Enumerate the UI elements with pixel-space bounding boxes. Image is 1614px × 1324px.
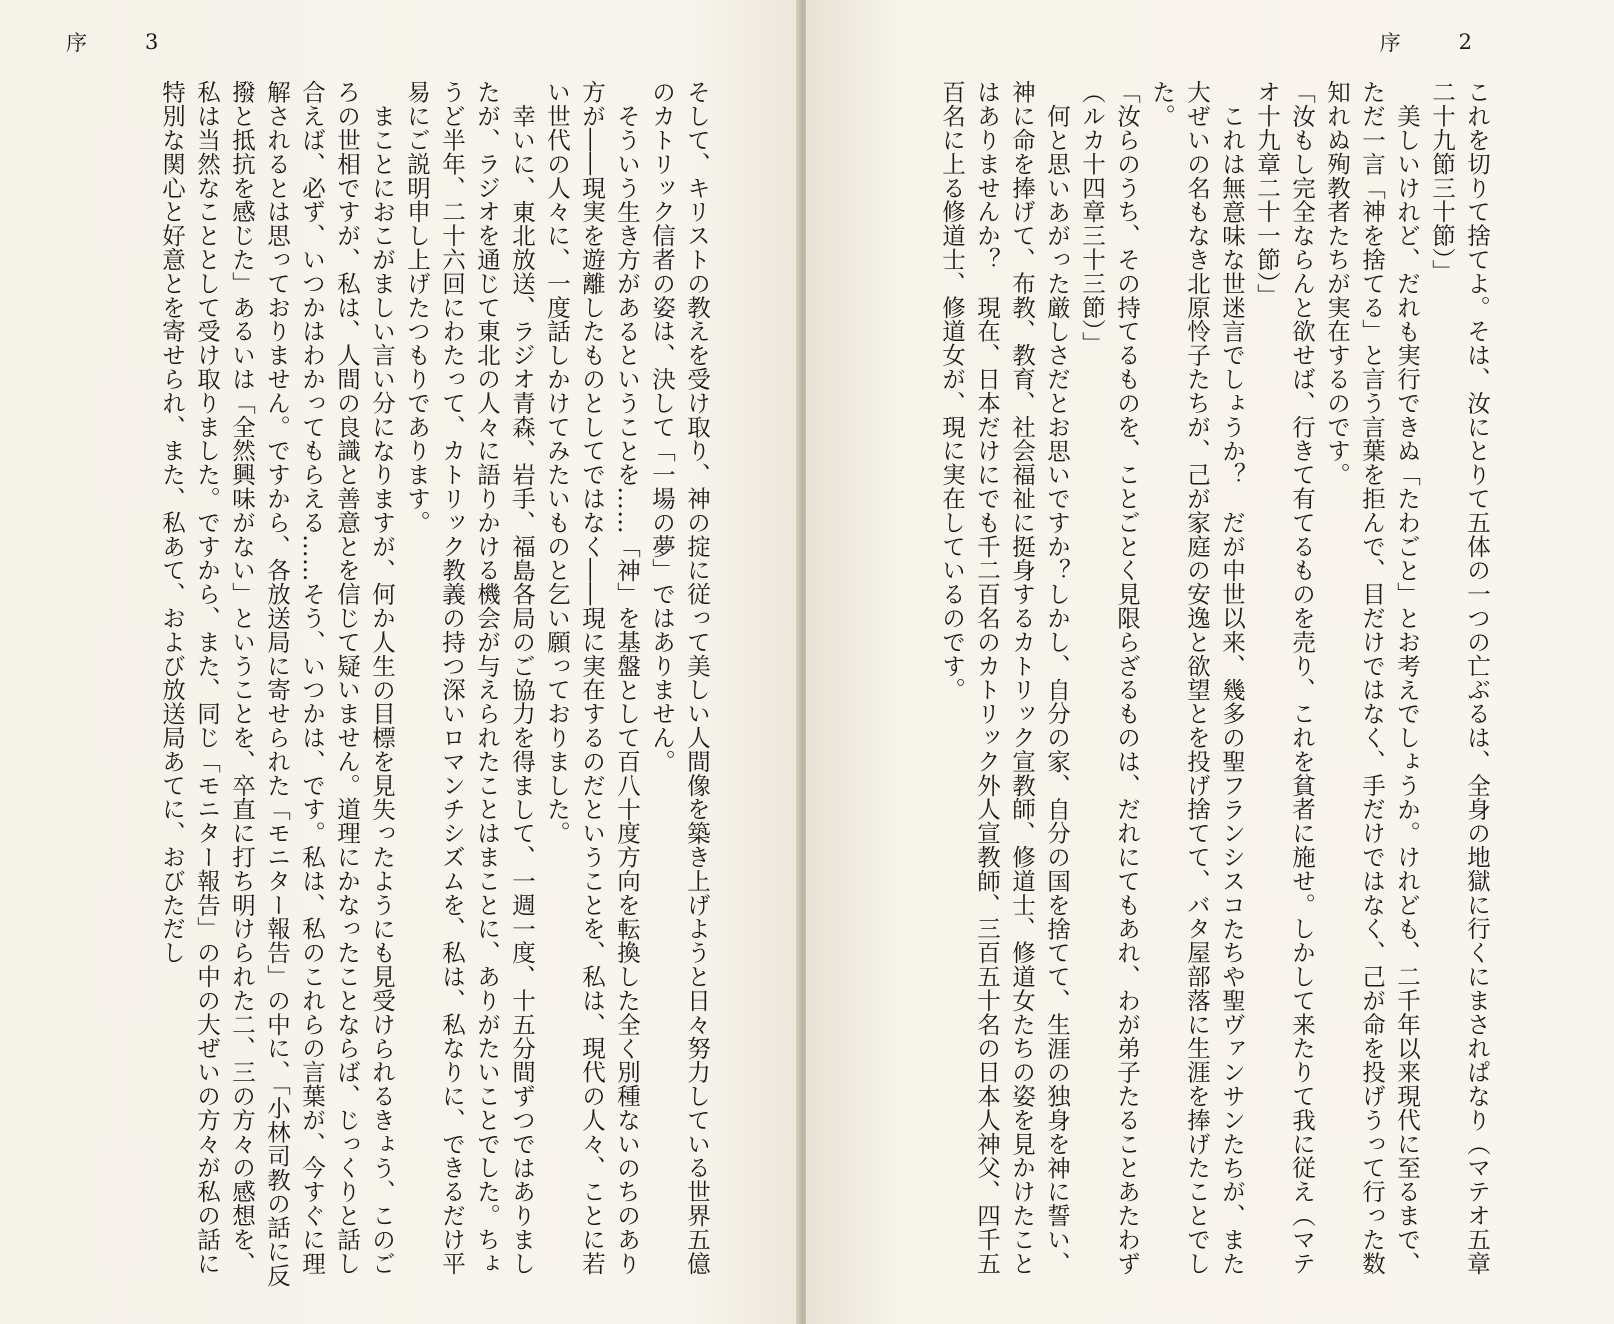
right-paragraph-4: これは無意味な世迷言でしょうか？ だが中世以来、幾多の聖フランシスコたちや聖ヴァンサンたちが、また大ぜいの名もなき北原怜子たちが、己が家庭の安逸と欲望とを投げ捨てて、バタ屋部落に生涯を捧げたことでした。 — [1148, 80, 1246, 1275]
left-paragraph-3: 幸いに、東北放送、ラジオ青森、岩手、福島各局のご協力を得まして、一週一度、十五分間ずつではありましたが、ラジオを通じて東北の人々に語りかける機会が与えられたことはまことに、ありがたいことでした。ちょうど半年、二十六回にわたって、カトリック教義の持つ深いロマンチシズムを、私は、私なりに、できるだけ平易にご説明申し上げたつもりであります。 — [403, 80, 536, 1275]
left-paragraph-2: そういう生き方があるということを……「神」を基盤として百八十度方向を転換した全く別種ないのちのあり方が――現実を遊離したものとしてではなく――現に実在するのだということを、私は、現代の人々、ことに若い世代の人々に、一度話しかけてみたいものと乞い願っておりました。 — [543, 80, 641, 1275]
right-paragraph-2: 美しいけれど、だれも実行できぬ「たわごと」とお考えでしょうか。けれども、二千年以来現代に至るまで、ただ一言「神を捨てる」と言う言葉を拒んで、目だけではなく、手だけではなく、己が命を投げうって行った数知れぬ殉教者たちが実在するのです。 — [1323, 80, 1421, 1275]
left-page-number: 3 — [145, 30, 161, 54]
right-page-number: 2 — [1458, 30, 1474, 54]
right-paragraph-5: 「汝らのうち、その持てるものを、ことごとく見限らざるものは、だれにてもあれ、わが弟子たることあたわず（ルカ十四章三十三節）」 — [1078, 80, 1141, 1275]
right-paragraph-3: 「汝もし完全ならんと欲せば、行きて有てるものを売り、これを貧者に施せ。しかして来たりて我に従え（マテオ十九章二十一節）」 — [1253, 80, 1316, 1275]
left-page-header — [66, 22, 160, 62]
left-header-title: 序 — [66, 31, 89, 55]
right-paragraph-1: これを切りて捨てよ。そは、汝にとりて五体の一つの亡ぶるは、全身の地獄に行くにまされぱなり（マテオ五章二十九節三十節）」 — [1428, 80, 1491, 1275]
right-page — [806, 0, 1614, 1324]
left-paragraph-1: そして、キリストの教えを受け取り、神の掟に従って美しい人間像を築き上げようと日々努力している世界五億のカトリック信者の姿は、決して「一場の夢」ではありません。 — [648, 80, 711, 1275]
left-page — [0, 0, 800, 1324]
right-header-title: 序 — [1379, 31, 1403, 55]
right-page-header — [1380, 22, 1474, 62]
right-page-text — [824, 80, 1494, 1290]
right-paragraph-6: 何と思いあがった厳しさだとお思いですか？しかし、自分の家、自分の国を捨てて、生涯の独身を神に誓い、神に命を捧げて、布教、教育、社会福祉に挺身するカトリック宣教師、修道士、修道女たちの姿を見かけたことはありませんか？ 現在、日本だけにでも千二百名のカトリック外人宣教師、三百五十名の日本人神父、四千五百名に上る修道士、修道女が、現に実在しているのです。 — [938, 80, 1071, 1275]
left-paragraph-4: まことにおこがましい言い分になりますが、何か人生の目標を見失ったようにも見受けられるきょう、このごろの世相ですが、私は、人間の良識と善意とを信じて疑いません。道理にかなったことならば、じっくりと話し合えば、必ず、いつかはわかってもらえる……そう、いつかは、です。私は、私のこれらの言葉が、今すぐに理解されるとは思っておりません。ですから、各放送局に寄せられた「モニター報告」の中に、「小林司教の話に反撥と抵抗を感じた」あるいは「全然興味がない」ということを、卒直に打ち明けられた二、三の方々の感想を、私は当然なこととして受け取りました。ですから、また、同じ「モニター報告」の中の大ぜいの方々が私の話に特別な関心と好意とを寄せられ、また、私あて、および放送局あてに、おびただし — [158, 80, 396, 1288]
left-page-text — [74, 80, 714, 1290]
